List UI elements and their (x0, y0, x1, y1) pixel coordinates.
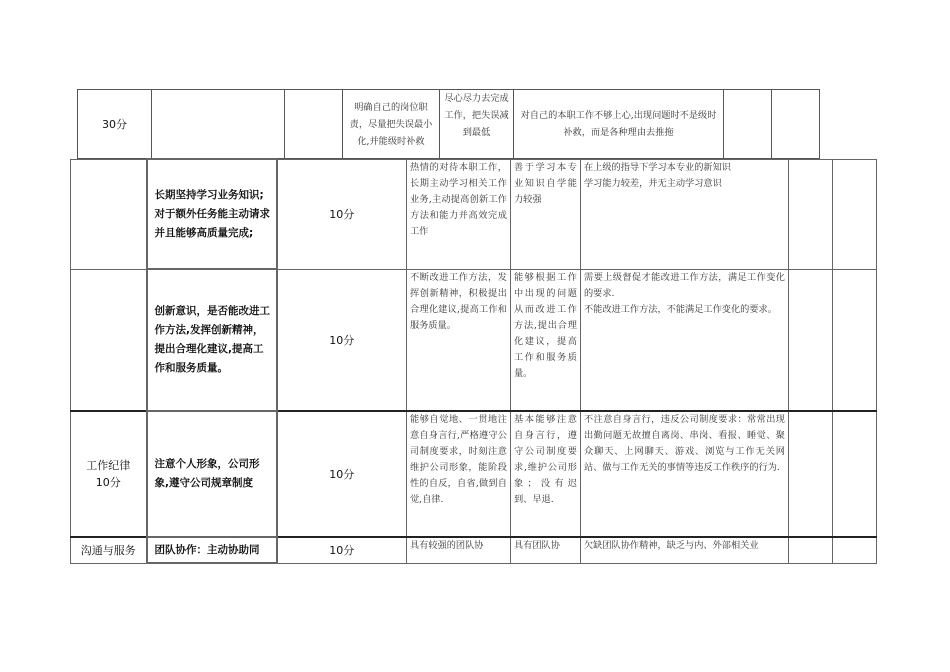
self-score-cell (789, 159, 833, 269)
self-score-cell (789, 269, 833, 411)
score-cell: 10分 (277, 159, 407, 269)
poor-level-line: 学习能力较差，并无主动学习意识 (584, 177, 722, 189)
criterion-cell (152, 90, 285, 159)
score-cell: 10分 (277, 269, 407, 411)
good-level-cell: 能够自觉地、一贯地注意自身言行,严格遵守公司制度要求，时刻注意维护公司形象，能阶段性的自反，自省,做到自觉,自律. (407, 411, 511, 537)
criterion-cell: 注意个人形象，公司形象,遵守公司规章制度 (147, 411, 277, 537)
poor-level-cell (581, 411, 789, 537)
good-level-cell: 明确自己的岗位职责，尽量把失误最小化,并能级时补救 (343, 90, 440, 159)
category-cell (71, 159, 147, 269)
table-main (70, 158, 877, 564)
final-score-cell (772, 90, 820, 159)
fair-level-cell: 基本能够注意自身言行，遵守公司制度要求,维护公司形象；没有迟到、早退. (511, 411, 581, 537)
poor-level-cell: 对自己的本职工作不够上心,出现问题时不是级时补救，而是各种理由去推拖 (514, 90, 724, 159)
poor-level-line: 不注意自身言行，违反公司制度要求：常常出现出勤问题无故擅自离岗、串岗、看报、睡觉、聚众聊天、上网聊天、游戏、浏览与工作无关网站、做与工作无关的事情等违反工作秩序的行为. (584, 414, 785, 473)
score-cell: 10分 (277, 411, 407, 537)
table-row (71, 411, 877, 537)
category-weight: 10分 (95, 476, 121, 489)
poor-level-line: 不能改进工作方法，不能满足工作变化的要求。 (584, 303, 777, 315)
poor-level-line: 需要上级督促才能改进工作方法，满足工作变化的要求. (584, 271, 785, 299)
final-score-cell (833, 159, 877, 269)
fair-level-cell: 能够根据工作中出现的问题从而改进工作方法,提出合理化建议，提高工作和服务质量。 (511, 269, 581, 411)
criterion-cell: 创新意识，是否能改进工作方法,发挥创新精神，提出合理化建议,提高工作和服务质量。 (147, 269, 277, 411)
good-level-cell: 热情的对待本职工作，长期主动学习相关工作业务,主动提高创新工作方法和能力并高效完成工作 (407, 159, 511, 269)
final-score-cell (833, 269, 877, 411)
final-score-cell (833, 411, 877, 537)
good-level-cell: 不断改进工作方法，发挥创新精神，积极提出合理化建议,提高工作和服务质量。 (407, 269, 511, 411)
good-level-cell: 具有较强的团队协 (407, 537, 511, 563)
blank-score-cell (285, 90, 343, 159)
category-cell (71, 411, 147, 537)
poor-level-line: 欠缺团队协作精神，缺乏与内、外部相关业 (584, 540, 759, 551)
score-cell: 30分 (78, 90, 152, 159)
table-row (78, 90, 820, 159)
table-row (71, 537, 877, 563)
fair-level-cell: 善于学习本专业知识自学能力较强 (511, 159, 581, 269)
criterion-cell: 长期坚持学习业务知识;对于额外任务能主动请求并且能够高质量完成; (147, 159, 277, 269)
poor-level-cell (581, 537, 789, 563)
category-name: 工作纪律 (86, 459, 131, 472)
category-cell: 沟通与服务 (71, 537, 147, 563)
criterion-cell: 团队协作：主动协助同 (147, 537, 277, 563)
self-score-cell (724, 90, 772, 159)
score-cell: 10分 (277, 537, 407, 563)
table-row (71, 269, 877, 411)
fair-level-cell: 具有团队协 (511, 537, 581, 563)
table-row (71, 159, 877, 269)
final-score-cell (833, 537, 877, 563)
poor-level-line: 在上级的指导下学习本专业的新知识 (584, 161, 731, 173)
poor-level-cell (581, 159, 789, 269)
self-score-cell (789, 411, 833, 537)
fair-level-cell: 尽心尽力去完成工作，把失误减到最低 (440, 90, 514, 159)
poor-level-cell (581, 269, 789, 411)
category-cell (71, 269, 147, 411)
table-top-fragment (77, 89, 820, 159)
self-score-cell (789, 537, 833, 563)
